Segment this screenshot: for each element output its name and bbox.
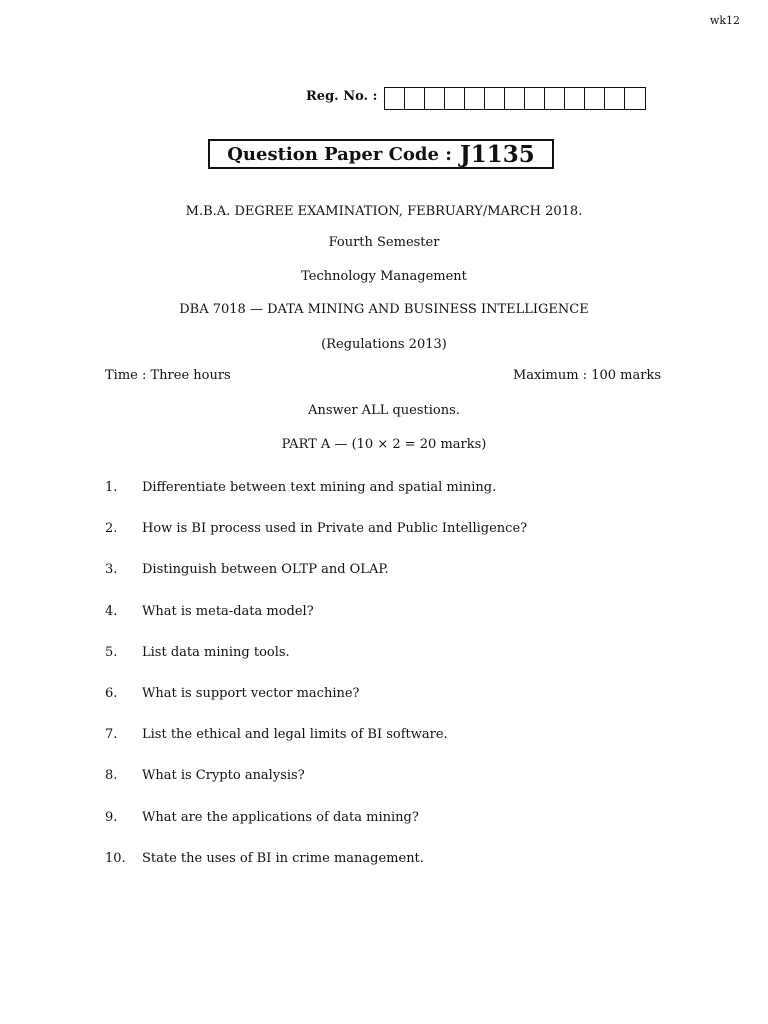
question-text: What are the applications of data mining?: [142, 810, 419, 825]
department: Technology Management: [301, 269, 467, 284]
question-text: What is meta-data model?: [142, 604, 314, 619]
question-text: List data mining tools.: [142, 645, 290, 660]
question-number: 3.: [105, 562, 118, 577]
instruction: Answer ALL questions.: [308, 403, 460, 418]
question-number: 5.: [105, 645, 118, 660]
reg-no-box: [405, 88, 425, 109]
question-number: 4.: [105, 604, 118, 619]
page-code-label: wk12: [709, 14, 740, 27]
time-allowed: Time : Three hours: [105, 368, 231, 383]
reg-no-box: [625, 88, 645, 109]
question-number: 6.: [105, 686, 118, 701]
question-paper-code-label: Question Paper Code :: [227, 143, 452, 165]
reg-no-box: [525, 88, 545, 109]
reg-no-label: Reg. No. :: [306, 89, 378, 104]
question-paper-code: J1135: [459, 140, 535, 168]
question-paper-code-box: [208, 139, 554, 169]
reg-no-boxes: [384, 87, 646, 110]
question-number: 10.: [105, 851, 126, 866]
course-title: DBA 7018 — DATA MINING AND BUSINESS INTELLIGENCE: [179, 302, 589, 317]
reg-no-box: [485, 88, 505, 109]
reg-no-box: [465, 88, 485, 109]
question-text: Differentiate between text mining and spatial mining.: [142, 480, 497, 495]
part-title: PART A — (10 × 2 = 20 marks): [281, 437, 487, 452]
question-text: How is BI process used in Private and Public Intelligence?: [142, 521, 528, 536]
reg-no-box: [545, 88, 565, 109]
question-number: 7.: [105, 727, 118, 742]
reg-no-box: [425, 88, 445, 109]
reg-no-box: [505, 88, 525, 109]
question-number: 1.: [105, 480, 118, 495]
reg-no-box: [385, 88, 405, 109]
question-number: 9.: [105, 810, 118, 825]
question-number: 8.: [105, 768, 118, 783]
exam-title: M.B.A. DEGREE EXAMINATION, FEBRUARY/MARCH 2018.: [185, 204, 583, 219]
question-number: 2.: [105, 521, 118, 536]
reg-no-box: [585, 88, 605, 109]
question-text: List the ethical and legal limits of BI software.: [142, 727, 448, 742]
question-text: What is Crypto analysis?: [142, 768, 305, 783]
reg-no-box: [445, 88, 465, 109]
regulations: (Regulations 2013): [321, 337, 447, 352]
question-text: Distinguish between OLTP and OLAP.: [142, 562, 389, 577]
maximum-marks: Maximum : 100 marks: [512, 368, 661, 383]
reg-no-box: [565, 88, 585, 109]
semester: Fourth Semester: [328, 235, 440, 250]
question-text: What is support vector machine?: [142, 686, 360, 701]
question-text: State the uses of BI in crime management.: [142, 851, 424, 866]
reg-no-box: [605, 88, 625, 109]
